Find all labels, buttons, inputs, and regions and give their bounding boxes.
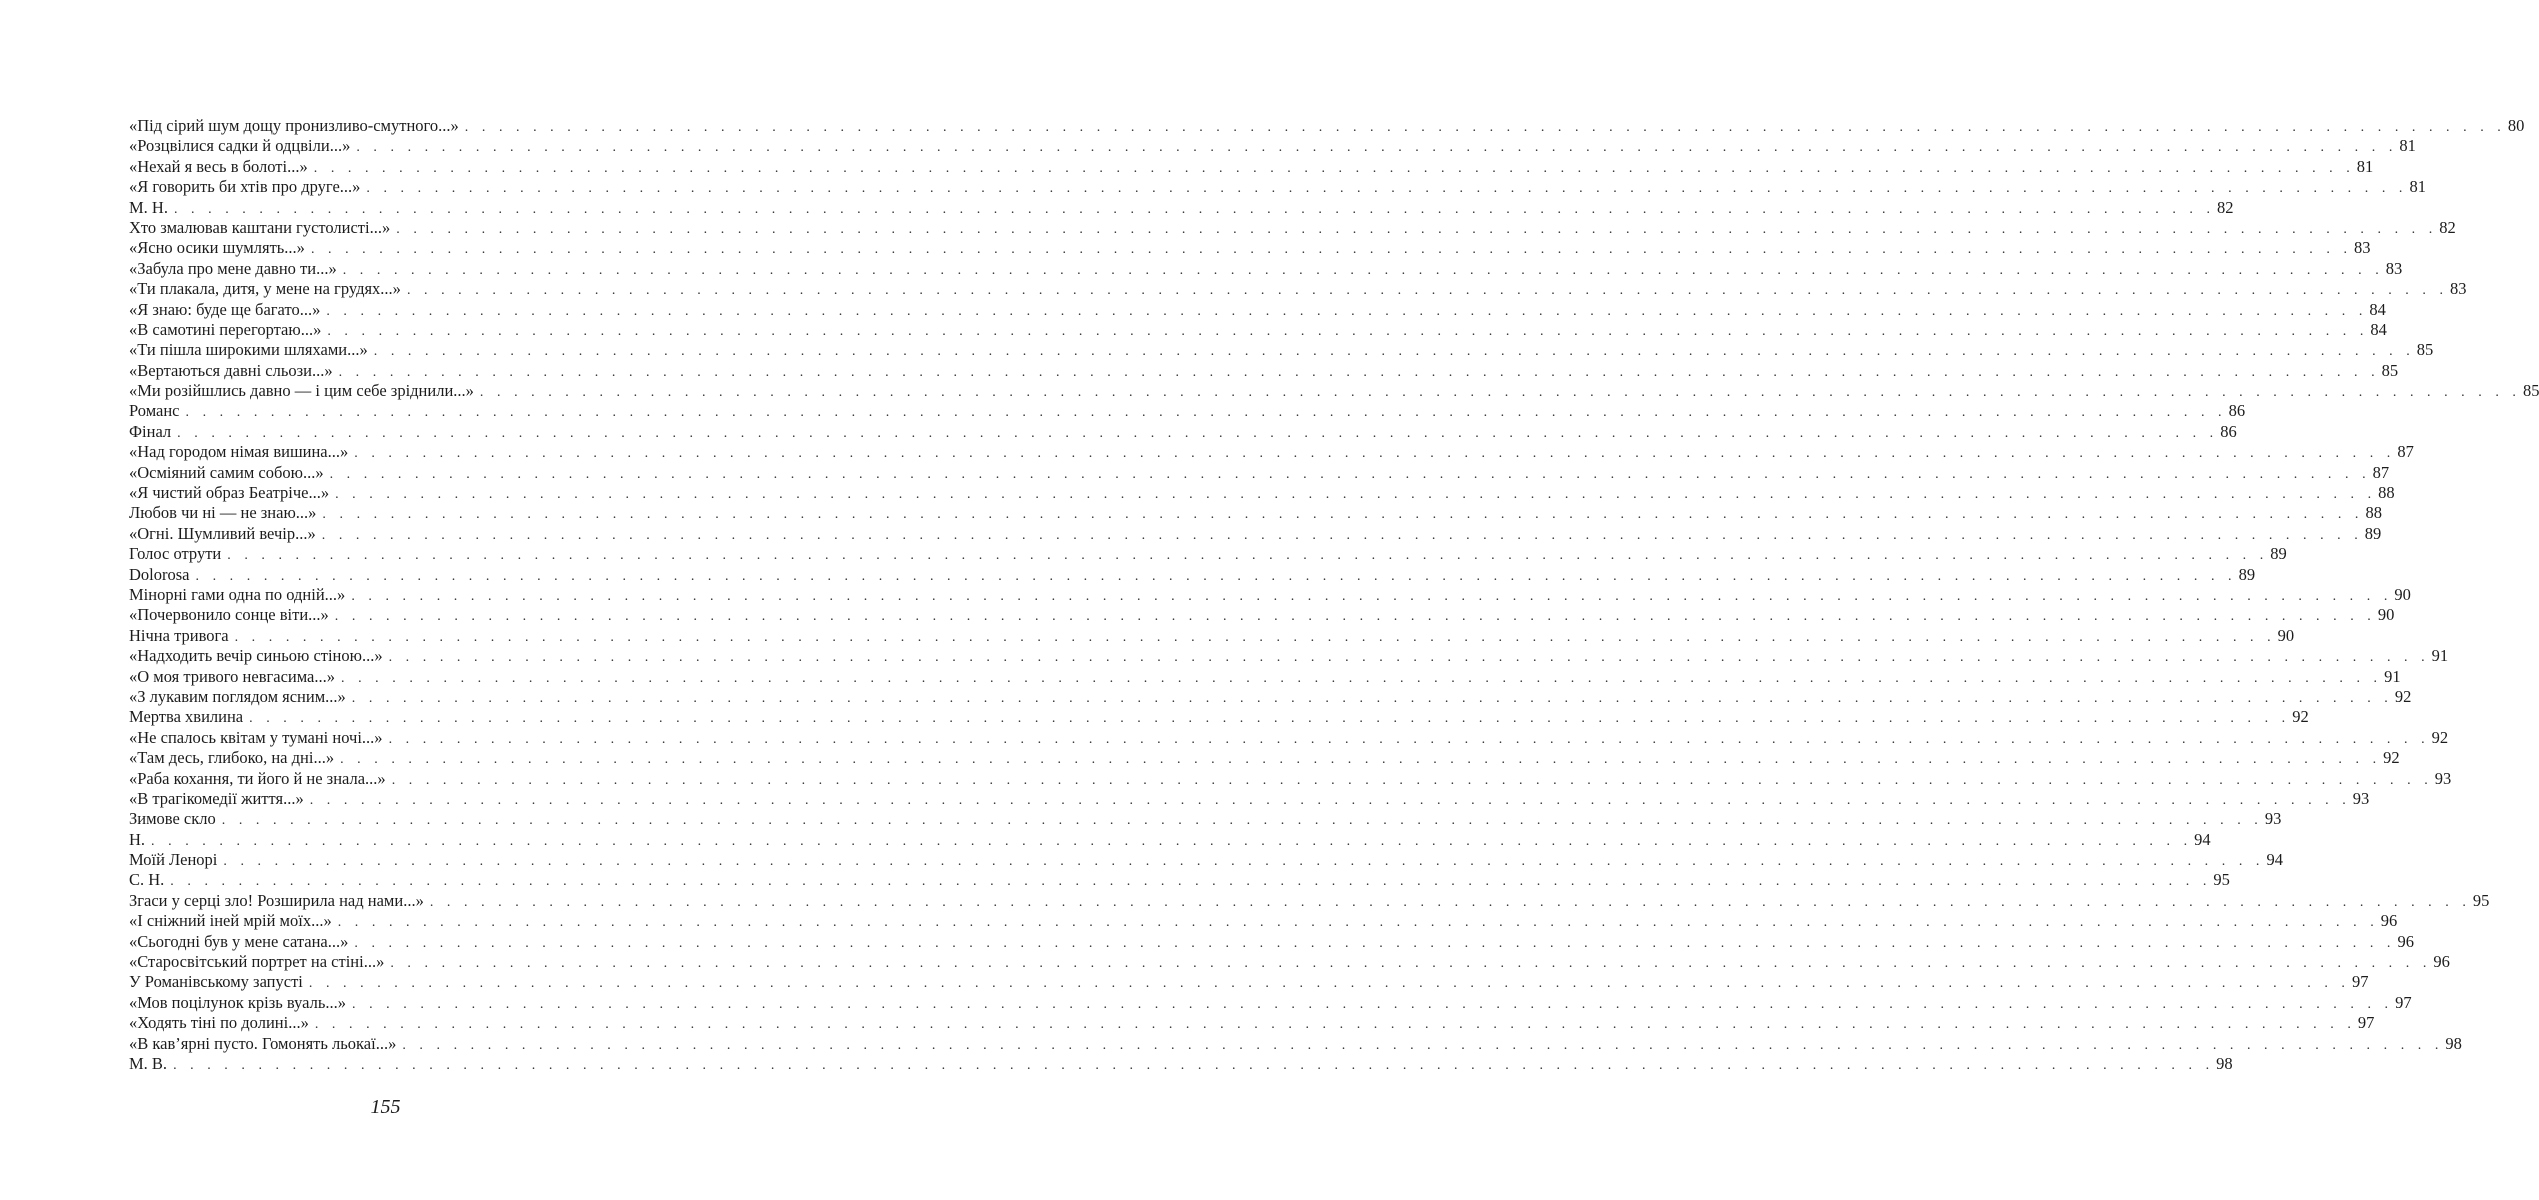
toc-entry-title: «Почервонило сонце віти...» xyxy=(129,605,329,625)
toc-entry xyxy=(129,1053,2233,1074)
toc-entry xyxy=(129,197,2234,218)
toc-entry-title: «Під сірий шум дощу пронизливо-смутного...» xyxy=(129,116,459,135)
toc-entry-title: «Я знаю: буде ще багато...» xyxy=(129,299,321,319)
toc-entry-page: 96 xyxy=(2397,931,2414,951)
toc-entry-page: 90 xyxy=(2277,625,2295,645)
dot-leader: . . . . . . . . . . . . . . . . . . . . . . . . . . . . . . . . . . . . . . . . . . . . . . . . . . . . . . . . . . . . . . . . . . . . . . . . . . . . . . . . . . . . . . . . . . . . . . . . . . . . . . . . . . . . . . . . . . . . . . . . xyxy=(326,303,2368,319)
toc-entry-page: 92 xyxy=(2292,707,2309,727)
dot-leader: . . . . . . . . . . . . . . . . . . . . . . . . . . . . . . . . . . . . . . . . . . . . . . . . . . . . . . . . . . . . . . . . . . . . . . . . . . . . . . . . . . . . . . . . . . . . . . . . . . . . . . . . . . . . . . . . . . . . . . . . xyxy=(356,140,2398,156)
toc-entry-page: 93 xyxy=(2352,788,2370,808)
dot-leader: . . . . . . . . . . . . . . . . . . . . . . . . . . . . . . . . . . . . . . . . . . . . . . . . . . . . . . . . . . . . . . . . . . . . . . . . . . . . . . . . . . . . . . . . . . . . . . . . . . . . . . . . . . . . . . . . . . . . . . . . xyxy=(334,609,2376,625)
toc-entry-title: «Розцвілися садки й одцвіли...» xyxy=(129,136,351,156)
toc-entry-title: Фінал xyxy=(129,421,172,441)
dot-leader: . . . . . . . . . . . . . . . . . . . . . . . . . . . . . . . . . . . . . . . . . . . . . . . . . . . . . . . . . . . . . . . . . . . . . . . . . . . . . . . . . . . . . . . . . . . . . . . . . . . . . . . . . . . . . . . . . . . . . . . . xyxy=(173,201,2216,217)
toc-entry xyxy=(129,421,2237,442)
toc-entry xyxy=(129,503,2382,523)
toc-entry xyxy=(129,646,2449,666)
toc-entry-page: 80 xyxy=(2507,116,2525,135)
toc-entry xyxy=(129,870,2230,890)
dot-leader: . . . . . . . . . . . . . . . . . . . . . . . . . . . . . . . . . . . . . . . . . . . . . . . . . . . . . . . . . . . . . . . . . . . . . . . . . . . . . . . . . . . . . . . . . . . . . . . . . . . . . . . . . . . . . . . . . . . . . . . . xyxy=(342,262,2384,278)
toc-entry xyxy=(129,483,2395,503)
toc-entry-title: «Ходять тіні по долині...» xyxy=(129,1013,309,1033)
toc-entry xyxy=(129,788,2370,809)
toc-entry-page: 85 xyxy=(2381,360,2399,380)
toc-entry xyxy=(129,1033,2462,1054)
toc-entry-title: «Я чистий образ Беатріче...» xyxy=(129,483,330,503)
dot-leader: . . . . . . . . . . . . . . . . . . . . . . . . . . . . . . . . . . . . . . . . . . . . . . . . . . . . . . . . . . . . . . . . . . . . . . . . . . . . . . . . . . . . . . . . . . . . . . . . . . . . . . . . . . . . . . . . . . . . . . . . xyxy=(351,588,2393,604)
dot-leader: . . . . . . . . . . . . . . . . . . . . . . . . . . . . . . . . . . . . . . . . . . . . . . . . . . . . . . . . . . . . . . . . . . . . . . . . . . . . . . . . . . . . . . . . . . . . . . . . . . . . . . . . . . . . . . . . . . . . . . . . xyxy=(402,1037,2444,1053)
toc-entry-page: 85 xyxy=(2416,340,2434,360)
toc-entry-title: С. Н. xyxy=(129,870,165,890)
dot-leader: . . . . . . . . . . . . . . . . . . . . . . . . . . . . . . . . . . . . . . . . . . . . . . . . . . . . . . . . . . . . . . . . . . . . . . . . . . . . . . . . . . . . . . . . . . . . . . . . . . . . . . . . . . . . . . . . . . . . . . . . xyxy=(354,446,2396,462)
toc-entry-title: «Там десь, глибоко, на дні...» xyxy=(129,748,335,768)
dot-leader: . . . . . . . . . . . . . . . . . . . . . . . . . . . . . . . . . . . . . . . . . . . . . . . . . . . . . . . . . . . . . . . . . . . . . . . . . . . . . . . . . . . . . . . . . . . . . . . . . . . . . . . . . . . . . . . . . . . . . . . . xyxy=(352,996,2394,1012)
toc-entry xyxy=(129,768,2452,789)
toc-entry xyxy=(129,605,2395,625)
dot-leader: . . . . . . . . . . . . . . . . . . . . . . . . . . . . . . . . . . . . . . . . . . . . . . . . . . . . . . . . . . . . . . . . . . . . . . . . . . . . . . . . . . . . . . . . . . . . . . . . . . . . . . . . . . . . . . . . . . . . . . . . xyxy=(338,364,2380,380)
toc-entry-title: «В кав’ярні пусто. Гомонять льокаї...» xyxy=(129,1033,397,1053)
toc-entry-page: 96 xyxy=(2433,952,2450,972)
toc-entry-page: 92 xyxy=(2383,748,2400,768)
toc-entry-title: «Забула про мене давно ти...» xyxy=(129,258,337,278)
toc-entry-title: Згаси у серці зло! Розширила над нами...» xyxy=(129,890,424,910)
toc-entry-page: 83 xyxy=(2354,238,2371,258)
toc-entry xyxy=(129,584,2411,605)
dot-leader: . . . . . . . . . . . . . . . . . . . . . . . . . . . . . . . . . . . . . . . . . . . . . . . . . . . . . . . . . . . . . . . . . . . . . . . . . . . . . . . . . . . . . . . . . . . . . . . . . . . . . . . . . . . . . . . . . . . . . . . . xyxy=(249,711,2291,727)
toc-entry xyxy=(129,360,2399,381)
dot-leader: . . . . . . . . . . . . . . . . . . . . . . . . . . . . . . . . . . . . . . . . . . . . . . . . . . . . . . . . . . . . . . . . . . . . . . . . . . . . . . . . . . . . . . . . . . . . . . . . . . . . . . . . . . . . . . . . . . . . . . . . xyxy=(327,323,2369,339)
toc-entry-title: «Не спалось квітам у тумані ночі...» xyxy=(129,727,383,747)
toc-entry-title: «Надходить вечір синьою стіною...» xyxy=(129,646,383,666)
toc-entry-title: «Ти плакала, дитя, у мене на грудях...» xyxy=(129,279,401,299)
toc-entry-page: 83 xyxy=(2450,279,2467,299)
toc-entry xyxy=(129,829,2211,850)
dot-leader: . . . . . . . . . . . . . . . . . . . . . . . . . . . . . . . . . . . . . . . . . . . . . . . . . . . . . . . . . . . . . . . . . . . . . . . . . . . . . . . . . . . . . . . . . . . . . . . . . . . . . . . . . . . . . . . . . . . . . . . . xyxy=(335,487,2377,503)
dot-leader: . . . . . . . . . . . . . . . . . . . . . . . . . . . . . . . . . . . . . . . . . . . . . . . . . . . . . . . . . . . . . . . . . . . . . . . . . . . . . . . . . . . . . . . . . . . . . . . . . . . . . . . . . . . . . . . . . . . . . . . . xyxy=(170,874,2212,890)
toc-entry xyxy=(129,809,2282,829)
toc-entry xyxy=(129,666,2401,687)
toc-entry xyxy=(129,748,2400,768)
toc-entry xyxy=(129,156,2374,177)
toc-entry xyxy=(129,177,2426,197)
toc-entry xyxy=(129,727,2449,748)
toc-entry xyxy=(129,136,2416,156)
toc-entry-page: 87 xyxy=(2372,462,2390,482)
table-of-contents xyxy=(129,116,2539,1074)
dot-leader: . . . . . . . . . . . . . . . . . . . . . . . . . . . . . . . . . . . . . . . . . . . . . . . . . . . . . . . . . . . . . . . . . . . . . . . . . . . . . . . . . . . . . . . . . . . . . . . . . . . . . . . . . . . . . . . . . . . . . . . . xyxy=(464,120,2506,135)
toc-entry-page: 97 xyxy=(2357,1013,2375,1033)
toc-entry xyxy=(129,992,2412,1013)
toc-entry xyxy=(129,707,2309,727)
toc-entry xyxy=(129,931,2414,952)
toc-entry xyxy=(129,850,2283,870)
toc-entry-title: Хто змалював каштани густолисті...» xyxy=(129,217,391,237)
toc-entry-title: «Ми розійшлись давно — і цим себе зріднили...» xyxy=(129,381,474,401)
toc-entry-page: 96 xyxy=(2380,911,2398,931)
toc-entry-page: 95 xyxy=(2213,870,2230,890)
toc-entry-page: 89 xyxy=(2238,564,2256,584)
dot-leader: . . . . . . . . . . . . . . . . . . . . . . . . . . . . . . . . . . . . . . . . . . . . . . . . . . . . . . . . . . . . . . . . . . . . . . . . . . . . . . . . . . . . . . . . . . . . . . . . . . . . . . . . . . . . . . . . . . . . . . . . xyxy=(479,385,2521,401)
dot-leader: . . . . . . . . . . . . . . . . . . . . . . . . . . . . . . . . . . . . . . . . . . . . . . . . . . . . . . . . . . . . . . . . . . . . . . . . . . . . . . . . . . . . . . . . . . . . . . . . . . . . . . . . . . . . . . . . . . . . . . . . xyxy=(322,507,2364,523)
toc-entry-page: 91 xyxy=(2431,646,2449,666)
toc-entry-title: «Я говорить би хтів про друге...» xyxy=(129,177,361,197)
toc-entry-title: «Ясно осики шумлять...» xyxy=(129,238,305,258)
dot-leader: . . . . . . . . . . . . . . . . . . . . . . . . . . . . . . . . . . . . . . . . . . . . . . . . . . . . . . . . . . . . . . . . . . . . . . . . . . . . . . . . . . . . . . . . . . . . . . . . . . . . . . . . . . . . . . . . . . . . . . . . xyxy=(195,568,2237,584)
toc-entry xyxy=(129,401,2246,421)
toc-entry xyxy=(129,952,2450,972)
toc-entry xyxy=(129,319,2387,340)
toc-entry-title: Н. xyxy=(129,829,146,849)
toc-entry-title: Мінорні гами одна по одній...» xyxy=(129,584,346,604)
toc-entry-page: 81 xyxy=(2399,136,2416,156)
toc-entry-page: 82 xyxy=(2439,217,2456,237)
dot-leader: . . . . . . . . . . . . . . . . . . . . . . . . . . . . . . . . . . . . . . . . . . . . . . . . . . . . . . . . . . . . . . . . . . . . . . . . . . . . . . . . . . . . . . . . . . . . . . . . . . . . . . . . . . . . . . . . . . . . . . . . xyxy=(390,956,2432,972)
toc-entry xyxy=(129,972,2369,992)
toc-entry-page: 87 xyxy=(2397,442,2414,462)
toc-entry-page: 94 xyxy=(2194,829,2211,849)
dot-leader: . . . . . . . . . . . . . . . . . . . . . . . . . . . . . . . . . . . . . . . . . . . . . . . . . . . . . . . . . . . . . . . . . . . . . . . . . . . . . . . . . . . . . . . . . . . . . . . . . . . . . . . . . . . . . . . . . . . . . . . . xyxy=(308,976,2350,992)
toc-entry xyxy=(129,523,2382,544)
toc-entry xyxy=(129,911,2398,931)
dot-leader: . . . . . . . . . . . . . . . . . . . . . . . . . . . . . . . . . . . . . . . . . . . . . . . . . . . . . . . . . . . . . . . . . . . . . . . . . . . . . . . . . . . . . . . . . . . . . . . . . . . . . . . . . . . . . . . . . . . . . . . . xyxy=(351,690,2393,706)
toc-entry-page: 81 xyxy=(2409,177,2426,197)
dot-leader: . . . . . . . . . . . . . . . . . . . . . . . . . . . . . . . . . . . . . . . . . . . . . . . . . . . . . . . . . . . . . . . . . . . . . . . . . . . . . . . . . . . . . . . . . . . . . . . . . . . . . . . . . . . . . . . . . . . . . . . . xyxy=(310,242,2352,258)
toc-entry-title: Зимове скло xyxy=(129,809,216,829)
toc-entry-title: «Осміяний самим собою...» xyxy=(129,462,324,482)
toc-entry-page: 86 xyxy=(2228,401,2246,421)
toc-entry xyxy=(129,217,2456,238)
toc-entry-title: Моїй Ленорі xyxy=(129,850,218,870)
toc-entry-title: М. В. xyxy=(129,1053,168,1073)
toc-entry-page: 97 xyxy=(2395,992,2412,1012)
toc-entry-title: «Вертаються давні сльози...» xyxy=(129,360,333,380)
dot-leader: . . . . . . . . . . . . . . . . . . . . . . . . . . . . . . . . . . . . . . . . . . . . . . . . . . . . . . . . . . . . . . . . . . . . . . . . . . . . . . . . . . . . . . . . . . . . . . . . . . . . . . . . . . . . . . . . . . . . . . . . xyxy=(173,1057,2215,1073)
dot-leader: . . . . . . . . . . . . . . . . . . . . . . . . . . . . . . . . . . . . . . . . . . . . . . . . . . . . . . . . . . . . . . . . . . . . . . . . . . . . . . . . . . . . . . . . . . . . . . . . . . . . . . . . . . . . . . . . . . . . . . . . xyxy=(223,854,2265,870)
toc-entry-title: «Над городом німая вишина...» xyxy=(129,442,349,462)
dot-leader: . . . . . . . . . . . . . . . . . . . . . . . . . . . . . . . . . . . . . . . . . . . . . . . . . . . . . . . . . . . . . . . . . . . . . . . . . . . . . . . . . . . . . . . . . . . . . . . . . . . . . . . . . . . . . . . . . . . . . . . . xyxy=(337,915,2379,931)
toc-entry-title: «Старосвітський портрет на стіні...» xyxy=(129,952,385,972)
toc-entry xyxy=(129,462,2390,483)
toc-entry-page: 92 xyxy=(2394,686,2412,706)
toc-entry-page: 93 xyxy=(2264,809,2282,829)
toc-entry-title: «З лукавим поглядом ясним...» xyxy=(129,686,346,706)
dot-leader: . . . . . . . . . . . . . . . . . . . . . . . . . . . . . . . . . . . . . . . . . . . . . . . . . . . . . . . . . . . . . . . . . . . . . . . . . . . . . . . . . . . . . . . . . . . . . . . . . . . . . . . . . . . . . . . . . . . . . . . . xyxy=(354,935,2396,951)
toc-entry-title: «В самотині перегортаю...» xyxy=(129,319,322,339)
dot-leader: . . . . . . . . . . . . . . . . . . . . . . . . . . . . . . . . . . . . . . . . . . . . . . . . . . . . . . . . . . . . . . . . . . . . . . . . . . . . . . . . . . . . . . . . . . . . . . . . . . . . . . . . . . . . . . . . . . . . . . . . xyxy=(391,772,2433,788)
toc-entry xyxy=(129,625,2295,646)
page-number: 155 xyxy=(370,1096,401,1118)
toc-entry xyxy=(129,299,2386,320)
toc-entry-page: 89 xyxy=(2364,523,2382,543)
toc-entry-page: 98 xyxy=(2445,1033,2462,1053)
dot-leader: . . . . . . . . . . . . . . . . . . . . . . . . . . . . . . . . . . . . . . . . . . . . . . . . . . . . . . . . . . . . . . . . . . . . . . . . . . . . . . . . . . . . . . . . . . . . . . . . . . . . . . . . . . . . . . . . . . . . . . . . xyxy=(313,160,2355,176)
toc-entry-page: 95 xyxy=(2472,890,2490,910)
toc-entry xyxy=(129,564,2256,585)
dot-leader: . . . . . . . . . . . . . . . . . . . . . . . . . . . . . . . . . . . . . . . . . . . . . . . . . . . . . . . . . . . . . . . . . . . . . . . . . . . . . . . . . . . . . . . . . . . . . . . . . . . . . . . . . . . . . . . . . . . . . . . . xyxy=(314,1017,2356,1033)
toc-entry-title: Любов чи ні — не знаю...» xyxy=(129,503,317,523)
toc-entry xyxy=(129,442,2414,462)
toc-entry-title: «О моя тривого невгасима...» xyxy=(129,666,336,686)
toc-entry-title: М. Н. xyxy=(129,197,168,217)
toc-entry-page: 92 xyxy=(2431,727,2449,747)
dot-leader: . . . . . . . . . . . . . . . . . . . . . . . . . . . . . . . . . . . . . . . . . . . . . . . . . . . . . . . . . . . . . . . . . . . . . . . . . . . . . . . . . . . . . . . . . . . . . . . . . . . . . . . . . . . . . . . . . . . . . . . . xyxy=(340,752,2382,768)
toc-entry-page: 93 xyxy=(2434,768,2452,788)
toc-entry-page: 84 xyxy=(2370,319,2387,339)
dot-leader: . . . . . . . . . . . . . . . . . . . . . . . . . . . . . . . . . . . . . . . . . . . . . . . . . . . . . . . . . . . . . . . . . . . . . . . . . . . . . . . . . . . . . . . . . . . . . . . . . . . . . . . . . . . . . . . . . . . . . . . . xyxy=(388,731,2430,747)
dot-leader: . . . . . . . . . . . . . . . . . . . . . . . . . . . . . . . . . . . . . . . . . . . . . . . . . . . . . . . . . . . . . . . . . . . . . . . . . . . . . . . . . . . . . . . . . . . . . . . . . . . . . . . . . . . . . . . . . . . . . . . . xyxy=(321,527,2363,543)
dot-leader: . . . . . . . . . . . . . . . . . . . . . . . . . . . . . . . . . . . . . . . . . . . . . . . . . . . . . . . . . . . . . . . . . . . . . . . . . . . . . . . . . . . . . . . . . . . . . . . . . . . . . . . . . . . . . . . . . . . . . . . . xyxy=(185,405,2227,421)
toc-entry-page: 94 xyxy=(2266,850,2283,870)
dot-leader: . . . . . . . . . . . . . . . . . . . . . . . . . . . . . . . . . . . . . . . . . . . . . . . . . . . . . . . . . . . . . . . . . . . . . . . . . . . . . . . . . . . . . . . . . . . . . . . . . . . . . . . . . . . . . . . . . . . . . . . . xyxy=(309,792,2351,808)
dot-leader: . . . . . . . . . . . . . . . . . . . . . . . . . . . . . . . . . . . . . . . . . . . . . . . . . . . . . . . . . . . . . . . . . . . . . . . . . . . . . . . . . . . . . . . . . . . . . . . . . . . . . . . . . . . . . . . . . . . . . . . . xyxy=(366,181,2408,197)
dot-leader: . . . . . . . . . . . . . . . . . . . . . . . . . . . . . . . . . . . . . . . . . . . . . . . . . . . . . . . . . . . . . . . . . . . . . . . . . . . . . . . . . . . . . . . . . . . . . . . . . . . . . . . . . . . . . . . . . . . . . . . . xyxy=(373,344,2415,360)
toc-entry xyxy=(129,238,2371,258)
toc-entry-title: «Раба кохання, ти його й не знала...» xyxy=(129,768,386,788)
dot-leader: . . . . . . . . . . . . . . . . . . . . . . . . . . . . . . . . . . . . . . . . . . . . . . . . . . . . . . . . . . . . . . . . . . . . . . . . . . . . . . . . . . . . . . . . . . . . . . . . . . . . . . . . . . . . . . . . . . . . . . . . xyxy=(396,221,2438,237)
dot-leader: . . . . . . . . . . . . . . . . . . . . . . . . . . . . . . . . . . . . . . . . . . . . . . . . . . . . . . . . . . . . . . . . . . . . . . . . . . . . . . . . . . . . . . . . . . . . . . . . . . . . . . . . . . . . . . . . . . . . . . . . xyxy=(177,425,2219,441)
toc-entry-title: У Романівському запусті xyxy=(129,972,303,992)
toc-entry xyxy=(129,1013,2375,1033)
toc-entry-title: Нічна тривога xyxy=(129,625,229,645)
toc-entry-page: 86 xyxy=(2220,421,2237,441)
toc-entry-page: 91 xyxy=(2384,666,2401,686)
toc-entry-page: 82 xyxy=(2217,197,2234,217)
toc-entry-page: 85 xyxy=(2522,381,2539,401)
dot-leader: . . . . . . . . . . . . . . . . . . . . . . . . . . . . . . . . . . . . . . . . . . . . . . . . . . . . . . . . . . . . . . . . . . . . . . . . . . . . . . . . . . . . . . . . . . . . . . . . . . . . . . . . . . . . . . . . . . . . . . . . xyxy=(227,548,2269,564)
toc-entry-page: 90 xyxy=(2377,605,2395,625)
toc-entry-page: 83 xyxy=(2385,258,2403,278)
toc-entry-page: 90 xyxy=(2394,584,2411,604)
toc-entry xyxy=(129,381,2539,401)
toc-entry xyxy=(129,116,2525,136)
toc-entry-title: «В трагікомедії життя...» xyxy=(129,788,304,808)
dot-leader: . . . . . . . . . . . . . . . . . . . . . . . . . . . . . . . . . . . . . . . . . . . . . . . . . . . . . . . . . . . . . . . . . . . . . . . . . . . . . . . . . . . . . . . . . . . . . . . . . . . . . . . . . . . . . . . . . . . . . . . . xyxy=(406,283,2448,299)
toc-entry-title: Dolorosa xyxy=(129,564,190,584)
toc-entry-title: «Нехай я весь в болоті...» xyxy=(129,156,308,176)
dot-leader: . . . . . . . . . . . . . . . . . . . . . . . . . . . . . . . . . . . . . . . . . . . . . . . . . . . . . . . . . . . . . . . . . . . . . . . . . . . . . . . . . . . . . . . . . . . . . . . . . . . . . . . . . . . . . . . . . . . . . . . . xyxy=(341,670,2383,686)
toc-entry-title: «І сніжний іней мрій моїх...» xyxy=(129,911,332,931)
toc-entry-title: «Ти пішла широкими шляхами...» xyxy=(129,340,368,360)
toc-entry-title: Мертва хвилина xyxy=(129,707,244,727)
dot-leader: . . . . . . . . . . . . . . . . . . . . . . . . . . . . . . . . . . . . . . . . . . . . . . . . . . . . . . . . . . . . . . . . . . . . . . . . . . . . . . . . . . . . . . . . . . . . . . . . . . . . . . . . . . . . . . . . . . . . . . . . xyxy=(221,813,2263,829)
toc-entry-page: 88 xyxy=(2378,483,2395,503)
toc-entry-page: 89 xyxy=(2270,544,2287,564)
toc-entry-page: 81 xyxy=(2356,156,2374,176)
toc-entry-title: «Сьогодні був у мене сатана...» xyxy=(129,931,349,951)
toc-entry-title: Романс xyxy=(129,401,180,421)
dot-leader: . . . . . . . . . . . . . . . . . . . . . . . . . . . . . . . . . . . . . . . . . . . . . . . . . . . . . . . . . . . . . . . . . . . . . . . . . . . . . . . . . . . . . . . . . . . . . . . . . . . . . . . . . . . . . . . . . . . . . . . . xyxy=(329,466,2371,482)
toc-entry-page: 97 xyxy=(2351,972,2369,992)
toc-entry xyxy=(129,279,2467,299)
dot-leader: . . . . . . . . . . . . . . . . . . . . . . . . . . . . . . . . . . . . . . . . . . . . . . . . . . . . . . . . . . . . . . . . . . . . . . . . . . . . . . . . . . . . . . . . . . . . . . . . . . . . . . . . . . . . . . . . . . . . . . . . xyxy=(388,650,2430,666)
toc-entry xyxy=(129,686,2412,707)
toc-entry-page: 98 xyxy=(2216,1053,2233,1073)
toc-entry xyxy=(129,258,2403,279)
toc-entry-title: Голос отрути xyxy=(129,544,222,564)
toc-entry xyxy=(129,340,2434,360)
toc-entry-title: «Огні. Шумливий вечір...» xyxy=(129,523,316,543)
toc-entry-page: 88 xyxy=(2365,503,2382,523)
toc-entry-page: 84 xyxy=(2369,299,2386,319)
dot-leader: . . . . . . . . . . . . . . . . . . . . . . . . . . . . . . . . . . . . . . . . . . . . . . . . . . . . . . . . . . . . . . . . . . . . . . . . . . . . . . . . . . . . . . . . . . . . . . . . . . . . . . . . . . . . . . . . . . . . . . . . xyxy=(234,629,2276,645)
toc-entry xyxy=(129,890,2490,911)
dot-leader: . . . . . . . . . . . . . . . . . . . . . . . . . . . . . . . . . . . . . . . . . . . . . . . . . . . . . . . . . . . . . . . . . . . . . . . . . . . . . . . . . . . . . . . . . . . . . . . . . . . . . . . . . . . . . . . . . . . . . . . . xyxy=(429,894,2471,910)
toc-entry-title: «Мов поцілунок крізь вуаль...» xyxy=(129,992,347,1012)
toc-entry xyxy=(129,544,2287,564)
dot-leader: . . . . . . . . . . . . . . . . . . . . . . . . . . . . . . . . . . . . . . . . . . . . . . . . . . . . . . . . . . . . . . . . . . . . . . . . . . . . . . . . . . . . . . . . . . . . . . . . . . . . . . . . . . . . . . . . . . . . . . . . xyxy=(151,833,2193,849)
